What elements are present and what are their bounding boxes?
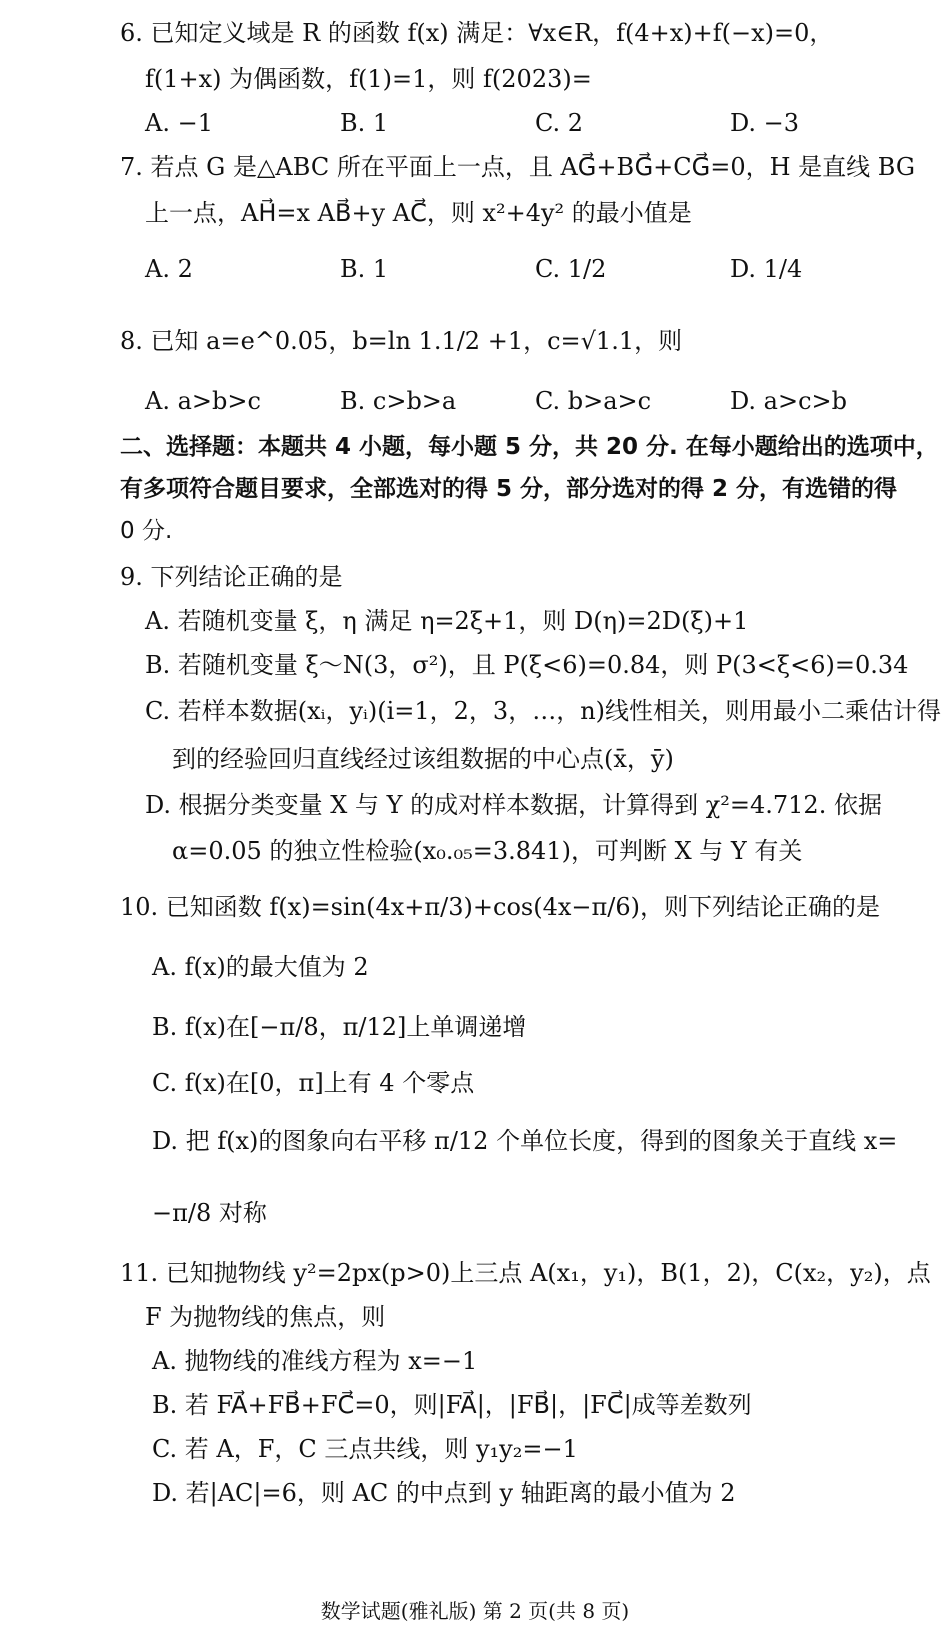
q8-option-d: D. a>c>b: [730, 387, 847, 415]
q11-stem-line1: 11. 已知抛物线 y²=2px(p>0)上三点 A(x₁，y₁)，B(1，2)，C(x₂，y₂)，点: [120, 1259, 931, 1287]
q10-option-a: A. f(x)的最大值为 2: [152, 953, 369, 981]
q10-option-d-line2: −π/8 对称: [152, 1199, 267, 1227]
q6-option-b: B. 1: [340, 109, 389, 137]
section2-instructions-line3: 0 分.: [120, 518, 173, 544]
q11-stem-line2: F 为抛物线的焦点，则: [145, 1303, 386, 1331]
q10-stem: 10. 已知函数 f(x)=sin(4x+π/3)+cos(4x−π/6)，则下列结论正确的是: [120, 893, 880, 921]
q7-option-a: A. 2: [145, 255, 193, 283]
q10-option-b: B. f(x)在[−π/8，π/12]上单调递增: [152, 1013, 527, 1041]
q6-option-d: D. −3: [730, 109, 800, 137]
q6-option-c: C. 2: [535, 109, 584, 137]
q11-option-d: D. 若|AC|=6，则 AC 的中点到 y 轴距离的最小值为 2: [152, 1479, 736, 1507]
q7-option-c: C. 1/2: [535, 255, 607, 283]
q7-option-b: B. 1: [340, 255, 389, 283]
q8-option-a: A. a>b>c: [145, 387, 261, 415]
q8-stem: 8. 已知 a=e^0.05，b=ln 1.1/2 +1，c=√1.1，则: [120, 327, 683, 355]
q9-stem: 9. 下列结论正确的是: [120, 563, 343, 591]
section2-instructions-line2: 有多项符合题目要求，全部选对的得 5 分，部分选对的得 2 分，有选错的得: [120, 476, 898, 502]
q8-option-c: C. b>a>c: [535, 387, 652, 415]
section2-instructions-line1: 二、选择题：本题共 4 小题，每小题 5 分，共 20 分. 在每小题给出的选项中，: [120, 434, 939, 460]
q10-option-c: C. f(x)在[0，π]上有 4 个零点: [152, 1069, 475, 1097]
q9-option-c-line1: C. 若样本数据(xᵢ，yᵢ)(i=1，2，3，…，n)线性相关，则用最小二乘估计得: [145, 697, 942, 725]
page-footer: 数学试题(雅礼版) 第 2 页(共 8 页): [320, 1599, 630, 1623]
q8-option-b: B. c>b>a: [340, 387, 457, 415]
q6-stem-line2: f(1+x) 为偶函数，f(1)=1，则 f(2023)=: [145, 65, 592, 93]
q7-stem-line2: 上一点，AH⃗=x AB⃗+y AC⃗，则 x²+4y² 的最小值是: [145, 199, 692, 227]
q9-option-d-line2: α=0.05 的独立性检验(x₀.₀₅=3.841)，可判断 X 与 Y 有关: [172, 837, 803, 865]
q9-option-a: A. 若随机变量 ξ，η 满足 η=2ξ+1，则 D(η)=2D(ξ)+1: [145, 607, 749, 635]
q9-option-d-line1: D. 根据分类变量 X 与 Y 的成对样本数据，计算得到 χ²=4.712. 依据: [145, 791, 882, 819]
q9-option-c-line2: 到的经验回归直线经过该组数据的中心点(x̄，ȳ): [172, 745, 674, 773]
q10-option-d-line1: D. 把 f(x)的图象向右平移 π/12 个单位长度，得到的图象关于直线 x=: [152, 1127, 898, 1155]
q6-option-a: A. −1: [145, 109, 213, 137]
q7-stem-line1: 7. 若点 G 是△ABC 所在平面上一点，且 AG⃗+BG⃗+CG⃗=0，H 是直线 BG: [120, 153, 916, 181]
q7-option-d: D. 1/4: [730, 255, 803, 283]
q11-option-c: C. 若 A，F，C 三点共线，则 y₁y₂=−1: [152, 1435, 578, 1463]
q11-option-b: B. 若 FA⃗+FB⃗+FC⃗=0，则|FA⃗|，|FB⃗|，|FC⃗|成等差数列: [152, 1391, 752, 1419]
q6-stem-line1: 6. 已知定义域是 R 的函数 f(x) 满足：∀x∈R，f(4+x)+f(−x)=0，: [120, 19, 834, 47]
q11-option-a: A. 抛物线的准线方程为 x=−1: [152, 1347, 478, 1375]
q9-option-b: B. 若随机变量 ξ～N(3，σ²)，且 P(ξ<6)=0.84，则 P(3<ξ<6)=0.34: [145, 651, 909, 679]
